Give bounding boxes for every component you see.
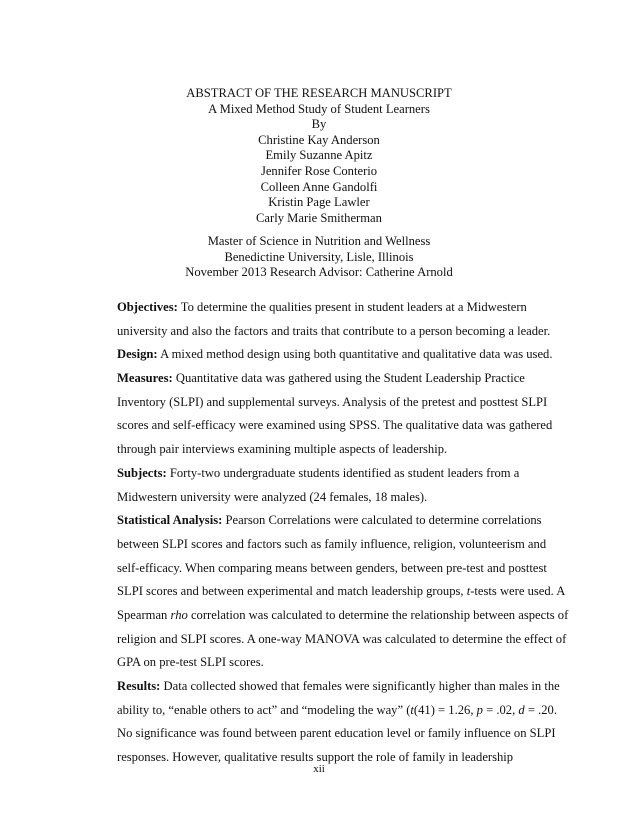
author-name: Jennifer Rose Conterio (260, 163, 378, 178)
abstract-body (117, 296, 569, 770)
author-name: Emily Suzanne Apitz (265, 148, 373, 163)
abstract-line: Midwestern university were analyzed (24 females, 18 males). (117, 489, 428, 504)
design-label: Design: (117, 347, 158, 362)
author-name: Christine Kay Anderson (258, 132, 380, 147)
objectives-label: Objectives: (117, 300, 178, 314)
abstract-line: SLPI scores and between experimental and match leadership groups, t-tests were used. A (117, 584, 566, 599)
study-subtitle: A Mixed Method Study of Student Learners (208, 101, 430, 116)
abstract-line: No significance was found between parent education level or family influence on SLPI (117, 726, 556, 741)
degree-info (0, 234, 638, 281)
abstract-line: Results: Data collected showed that females were significantly higher than males in the (117, 679, 560, 693)
author-name: Kristin Page Lawler (268, 195, 370, 210)
university-location: Benedictine University, Lisle, Illinois (224, 249, 414, 264)
abstract-line: religion and SLPI scores. A one-way MANOVA was calculated to determine the effect of (117, 631, 567, 646)
abstract-line: ability to, “enable others to act” and “modeling the way” (t(41) = 1.26, p = .02, d = .20. (117, 702, 558, 717)
author-name: Colleen Anne Gandolfi (260, 179, 378, 194)
abstract-line: between SLPI scores and factors such as family influence, religion, volunteerism and (117, 536, 547, 551)
abstract-line: university and also the factors and traits that contribute to a person becoming a leader. (117, 323, 551, 338)
abstract-line: through pair interviews examining multiple aspects of leadership. (117, 442, 448, 457)
abstract-line: Inventory (SLPI) and supplemental surveys. Analysis of the pretest and posttest SLPI (117, 394, 548, 409)
author-name: Carly Marie Smitherman (256, 210, 382, 225)
abstract-line: scores and self-efficacy were examined using SPSS. The qualitative data was gathered (117, 418, 553, 433)
abstract-title: ABSTRACT OF THE RESEARCH MANUSCRIPT (186, 86, 452, 100)
abstract-line: self-efficacy. When comparing means between genders, between pre-test and posttest (117, 560, 547, 575)
abstract-line: Objectives: To determine the qualities present in student leaders at a Midwestern (117, 300, 527, 314)
results-label: Results: (117, 679, 161, 693)
measures-label: Measures: (117, 371, 173, 386)
abstract-header (0, 86, 638, 226)
abstract-line: Subjects: Forty-two undergraduate students identified as student leaders from a (117, 465, 520, 480)
abstract-line: Measures: Quantitative data was gathered using the Student Leadership Practice (117, 371, 525, 386)
degree-program: Master of Science in Nutrition and Wellness (207, 234, 431, 248)
abstract-line: Spearman rho correlation was calculated to determine the relationship between aspects of (117, 607, 569, 622)
by-line: By (311, 117, 327, 132)
abstract-line: GPA on pre-test SLPI scores. (117, 655, 264, 670)
abstract-line: Statistical Analysis: Pearson Correlations were calculated to determine correlations (117, 513, 542, 528)
subjects-label: Subjects: (117, 465, 167, 480)
page-number: xii (313, 763, 325, 775)
statistical-analysis-label: Statistical Analysis: (117, 513, 223, 528)
abstract-line: responses. However, qualitative results support the role of family in leadership (117, 750, 514, 765)
date-and-advisor: November 2013 Research Advisor: Catherine Arnold (185, 265, 453, 280)
abstract-line: Design: A mixed method design using both quantitative and qualitative data was used. (117, 347, 553, 362)
